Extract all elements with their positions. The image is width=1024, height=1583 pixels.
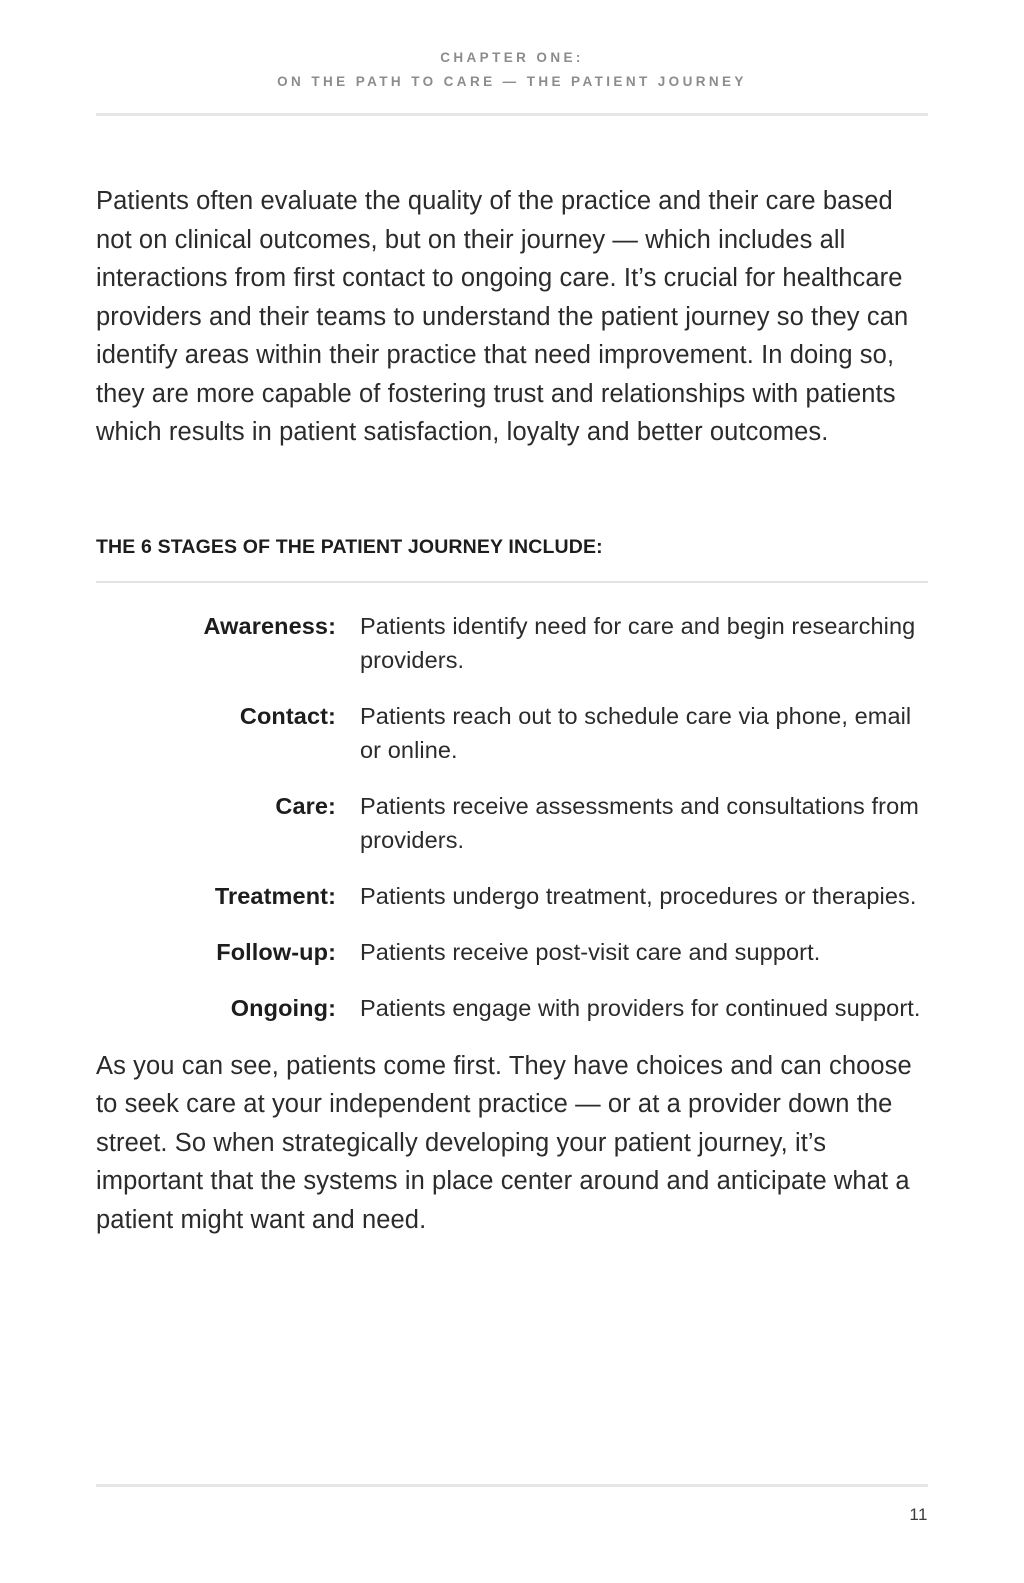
stage-definition: Patients reach out to schedule care via phone, email or online. bbox=[360, 702, 912, 763]
intro-paragraph: Patients often evaluate the quality of the practice and their care based not on clinical outcomes, but on their journey — which includes all interactions from first contact to ongoing care. It’s crucial for healthcare providers and their teams to understand the patient journey so they can identify areas within their practice that need improvement. In doing so, they are more capable of fostering trust and relationships with patients which results in patient satisfaction, loyalty and better outcomes. bbox=[96, 187, 909, 447]
section-heading: THE 6 STAGES OF THE PATIENT JOURNEY INCLUDE: bbox=[96, 535, 603, 558]
list-item bbox=[96, 879, 928, 913]
stage-term: Care: bbox=[275, 792, 336, 819]
page-number: 11 bbox=[909, 1505, 928, 1524]
stage-term: Treatment: bbox=[214, 882, 336, 909]
running-head-title: ON THE PATH TO CARE — THE PATIENT JOURNEY bbox=[277, 73, 747, 89]
section-heading-divider bbox=[96, 581, 928, 583]
list-item bbox=[96, 935, 928, 969]
stage-term: Awareness: bbox=[203, 612, 336, 639]
closing-paragraph: As you can see, patients come first. They have choices and can choose to seek care at your independent practice — or at a provider down the street. So when strategically developing your patient journey, it’s important that the systems in place center around and anticipate what a patient might want and need. bbox=[96, 1051, 912, 1234]
running-head bbox=[0, 0, 1024, 93]
stage-term: Contact: bbox=[239, 702, 336, 729]
stage-definition: Patients identify need for care and begin researching providers. bbox=[360, 612, 916, 673]
stages-list bbox=[96, 609, 928, 1025]
stage-definition: Patients undergo treatment, procedures or therapies. bbox=[360, 882, 917, 909]
list-item bbox=[96, 991, 928, 1025]
stage-term: Ongoing: bbox=[230, 994, 336, 1021]
list-item bbox=[96, 699, 928, 767]
list-item bbox=[96, 789, 928, 857]
footer-divider bbox=[96, 1484, 928, 1487]
stage-definition: Patients receive assessments and consultations from providers. bbox=[360, 792, 919, 853]
running-head-chapter: CHAPTER ONE: bbox=[440, 50, 584, 65]
stage-definition: Patients engage with providers for continued support. bbox=[360, 994, 921, 1021]
page-content bbox=[96, 116, 928, 1239]
stage-term: Follow-up: bbox=[216, 938, 336, 965]
list-item bbox=[96, 609, 928, 677]
stage-definition: Patients receive post-visit care and support. bbox=[360, 938, 821, 965]
